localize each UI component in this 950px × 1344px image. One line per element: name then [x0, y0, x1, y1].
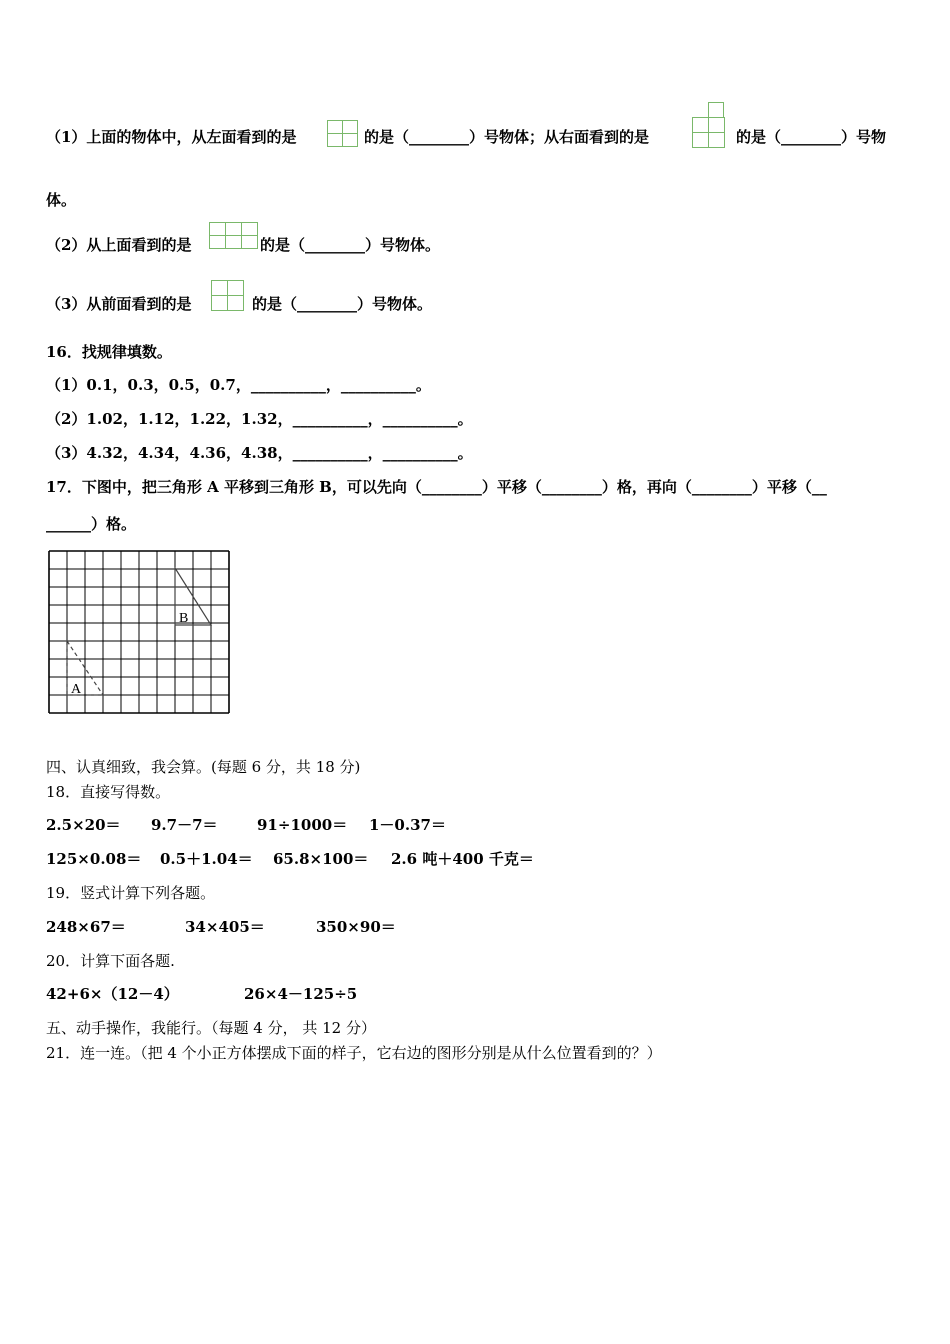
q19-item: 350×90＝ [316, 918, 396, 936]
q15-part1-text-d: 体。 [46, 191, 77, 209]
q18-item: 1－0.37＝ [369, 816, 446, 834]
q16-title: 16．找规律填数。 [46, 343, 172, 361]
q18-item: 0.5＋1.04＝ [160, 850, 253, 868]
q15-part1-text-b: 的是（________）号物体；从右面看到的是 [364, 128, 650, 146]
triangle-a-label: A [71, 682, 82, 697]
q20-item: 26×4－125÷5 [244, 985, 358, 1003]
q20-item: 42+6×（12－4） [46, 985, 179, 1003]
translation-grid-figure [48, 550, 232, 720]
q16-line-1: （1）0.1，0.3，0.5，0.7，__________，__________。 [46, 376, 431, 394]
section-4-title: 四、认真细致，我会算。(每题 6 分，共 18 分) [46, 758, 361, 776]
q17-line-2: ______）格。 [46, 515, 137, 533]
q18-item: 2.6 吨＋400 千克＝ [391, 850, 534, 868]
q17-line-1: 17．下图中，把三角形 A 平移到三角形 B，可以先向（________）平移（________）格，再向（________）平移（__ [46, 478, 827, 496]
q16-line-2: （2）1.02，1.12，1.22，1.32，__________，__________。 [46, 410, 473, 428]
q18-item: 9.7－7＝ [151, 816, 218, 834]
q18-item: 2.5×20＝ [46, 816, 121, 834]
triangle-b-label: B [179, 611, 189, 626]
q20-title: 20．计算下面各题. [46, 952, 175, 970]
q15-part2-text-b: 的是（________）号物体。 [260, 236, 441, 254]
q16-line-3: （3）4.32，4.34，4.36，4.38，__________，__________。 [46, 444, 473, 462]
q19-title: 19．竖式计算下列各题。 [46, 884, 216, 902]
q18-item: 65.8×100＝ [273, 850, 369, 868]
q18-title: 18．直接写得数。 [46, 783, 171, 801]
q15-part1-text-c: 的是（________）号物 [736, 128, 887, 146]
q15-part2-text-a: （2）从上面看到的是 [46, 236, 192, 254]
q15-part1-text-a: （1）上面的物体中，从左面看到的是 [46, 128, 297, 146]
q15-part3-text-b: 的是（________）号物体。 [252, 295, 433, 313]
q18-item: 91÷1000＝ [257, 816, 348, 834]
q19-item: 248×67＝ [46, 918, 126, 936]
q18-item: 125×0.08＝ [46, 850, 142, 868]
section-5-title: 五、动手操作，我能行。（每题 4 分， 共 12 分） [46, 1019, 376, 1037]
q21-title: 21．连一连。（把 4 个小正方体摆成下面的样子，它右边的图形分别是从什么位置看到的？） [46, 1044, 662, 1062]
q19-item: 34×405＝ [185, 918, 265, 936]
q15-part3-text-a: （3）从前面看到的是 [46, 295, 192, 313]
